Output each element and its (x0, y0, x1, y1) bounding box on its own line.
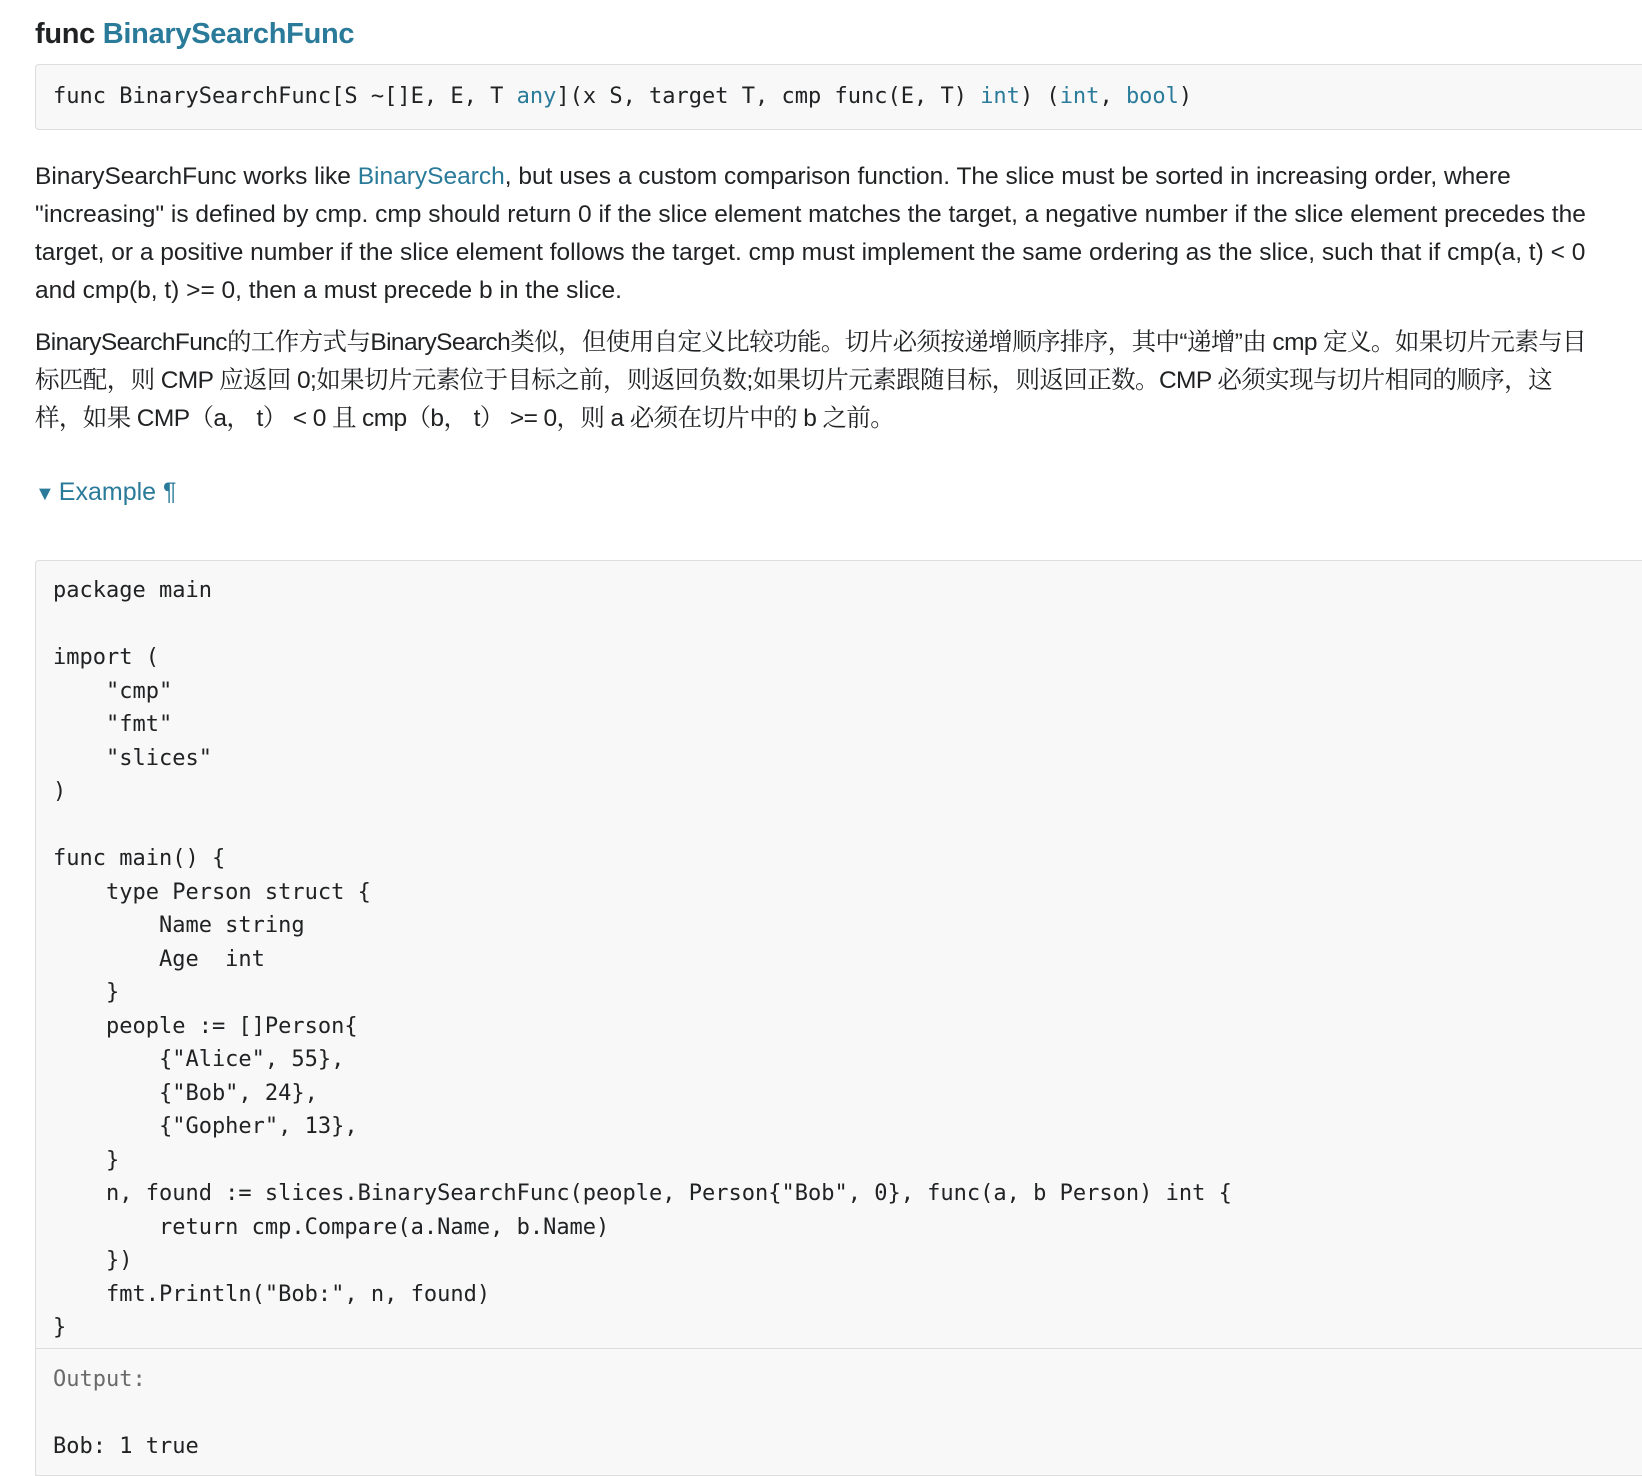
type-link-int[interactable]: int (1059, 84, 1100, 109)
type-link-int[interactable]: int (980, 84, 1020, 109)
description-text: BinarySearchFunc works like (35, 163, 358, 190)
description-text: , but uses a custom comparison function. The slice must be sorted in increasing order, where "increasing" is defined by cmp. cmp should return 0 if the slice element matches the target, a negative number if the slice element precedes the target, or a positive number if the slice element follows the target. cmp must implement the same ordering as the slice, such that if cmp(a, t) < 0 and cmp(b, t) >= 0, then a must precede b in the slice. (35, 163, 1586, 304)
example-code[interactable]: package main import ( "cmp" "fmt" "slices" ) func main() { type Person struct { Name string Age int } people := []Person{ {"Alice", 55}, {"Bob", 24}, {"Gopher", 13}, } n, found := slices.BinarySearchFunc(people, Person{"Bob", 0}, func(a, b Person) int { return cmp.Compare(a.Name, b.Name) }) fmt.Println("Bob:", n, found) } (53, 578, 1232, 1340)
func-name-link[interactable]: BinarySearchFunc (102, 18, 355, 50)
output-text: Bob: 1 true (53, 1433, 199, 1459)
signature-part: func BinarySearchFunc[S ~[]E, E, T (53, 84, 517, 109)
anchor-pilcrow-icon[interactable]: ¶ (163, 478, 177, 506)
func-keyword: func (35, 18, 96, 50)
triangle-down-icon: ▼ (35, 483, 55, 505)
signature-part: , (1099, 84, 1126, 109)
example-code-box[interactable] (35, 560, 1642, 1348)
signature-code (53, 84, 1192, 109)
example-label: Example (58, 478, 157, 506)
description-chinese: BinarySearchFunc的工作方式与BinarySearch类似，但使用自定义比较功能。切片必须按递增顺序排序，其中“递增”由 cmp 定义。如果切片元素与目标匹配，则 CMP 应返回 0;如果切片元素位于目标之前，则返回负数;如果切片元素跟随目标，则返回正数。CMP 必须实现与切片相同的顺序，这样，如果 CMP（a， t） < 0 且 cmp（b， t） >= 0，则 a 必须在切片中的 b 之前。 (35, 329, 1587, 432)
signature-part: ) ( (1019, 84, 1060, 109)
type-link-bool[interactable]: bool (1125, 84, 1179, 109)
binarysearch-link[interactable]: BinarySearch (357, 163, 505, 190)
signature-box (35, 64, 1642, 130)
example-output-box (35, 1348, 1642, 1476)
description-english (35, 158, 1595, 310)
signature-part: ) (1178, 84, 1193, 109)
example-toggle[interactable] (35, 474, 176, 512)
type-link-any[interactable]: any (516, 84, 557, 109)
output-label: Output: (53, 1367, 146, 1392)
func-heading (35, 14, 354, 54)
signature-part: ](x S, target T, cmp func(E, T) (556, 84, 981, 109)
